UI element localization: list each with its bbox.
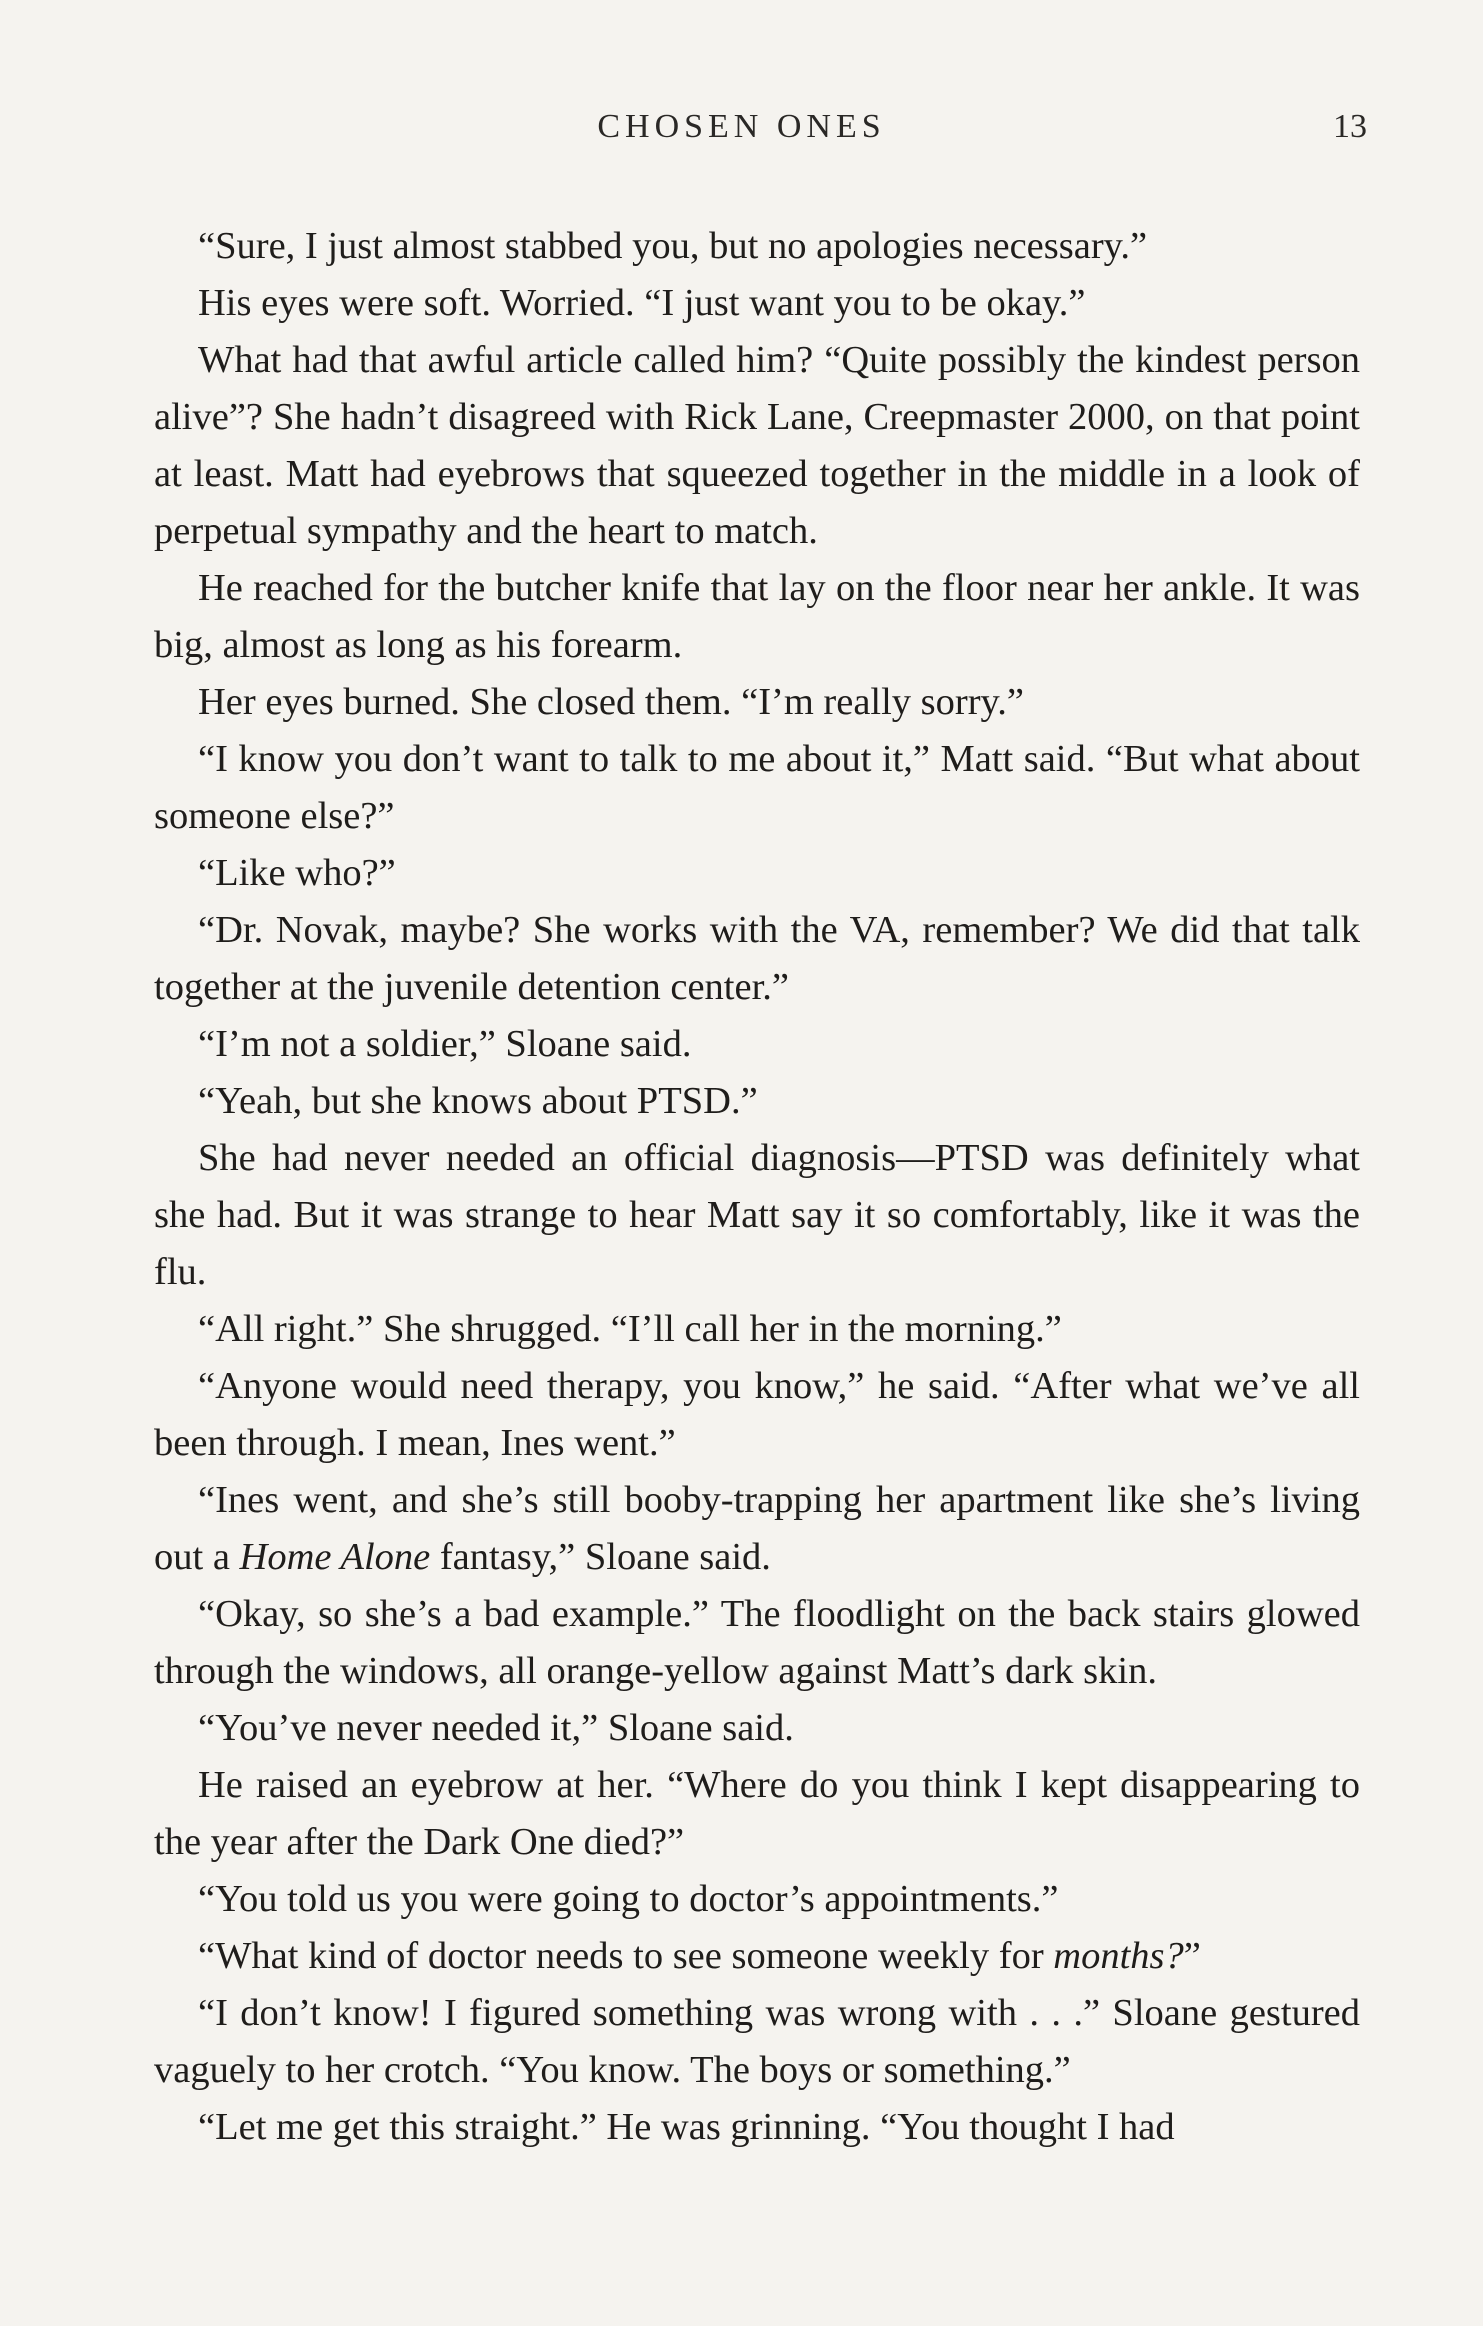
- paragraph: What had that awful article called him? “Quite possibly the kindest person alive”? She hadn’t disagreed with Rick Lane, Creepmaster 2000, on that point at least. Matt had eyebrows that squeezed together in the middle in a look of perpetual sympathy and the heart to match.: [154, 339, 1360, 552]
- paragraph: “Okay, so she’s a bad example.” The floodlight on the back stairs glowed through the windows, all orange-yellow against Matt’s dark skin.: [154, 1593, 1360, 1692]
- paragraph: “I’m not a soldier,” Sloane said.: [198, 1023, 692, 1065]
- italic-emphasis: months?: [1053, 1935, 1184, 1977]
- paragraph: She had never needed an official diagnosis—PTSD was definitely what she had. But it was strange to hear Matt say it so comfortably, like it was the flu.: [154, 1137, 1360, 1293]
- running-title: CHOSEN ONES: [597, 108, 886, 145]
- body-text: [154, 218, 1360, 2156]
- paragraph-text: ”: [1183, 1935, 1201, 1977]
- paragraph: “Anyone would need therapy, you know,” he said. “After what we’ve all been through. I mean, Ines went.”: [154, 1365, 1360, 1464]
- paragraph: He reached for the butcher knife that lay on the floor near her ankle. It was big, almost as long as his forearm.: [154, 567, 1360, 666]
- paragraph: Her eyes burned. She closed them. “I’m really sorry.”: [198, 681, 1025, 723]
- paragraph: “Yeah, but she knows about PTSD.”: [198, 1080, 758, 1122]
- paragraph: His eyes were soft. Worried. “I just want you to be okay.”: [198, 282, 1086, 324]
- paragraph: “Like who?”: [198, 852, 396, 894]
- paragraph: [154, 1928, 1360, 1985]
- paragraph: “You told us you were going to doctor’s appointments.”: [198, 1878, 1059, 1920]
- page-number: 13: [1333, 108, 1367, 145]
- paragraph-text: “What kind of doctor needs to see someone weekly for: [198, 1935, 1054, 1977]
- paragraph: “Dr. Novak, maybe? She works with the VA, remember? We did that talk together at the juvenile detention center.”: [154, 909, 1360, 1008]
- paragraph: “Let me get this straight.” He was grinning. “You thought I had: [198, 2106, 1175, 2148]
- paragraph-text: “Ines went, and she’s still booby-trapping her apartment like she’s living out a: [154, 1479, 1360, 1578]
- paragraph: “Sure, I just almost stabbed you, but no apologies necessary.”: [198, 225, 1148, 267]
- paragraph: “I don’t know! I figured something was wrong with . . .” Sloane gestured vaguely to her crotch. “You know. The boys or something.”: [154, 1992, 1360, 2091]
- paragraph: “You’ve never needed it,” Sloane said.: [198, 1707, 794, 1749]
- paragraph: He raised an eyebrow at her. “Where do you think I kept disappearing to the year after the Dark One died?”: [154, 1764, 1360, 1863]
- running-head: [0, 108, 1483, 158]
- italic-title: Home Alone: [239, 1536, 431, 1578]
- paragraph: “All right.” She shrugged. “I’ll call her in the morning.”: [198, 1308, 1062, 1350]
- paragraph-text: fantasy,” Sloane said.: [430, 1536, 771, 1578]
- paragraph: “I know you don’t want to talk to me about it,” Matt said. “But what about someone else?”: [154, 738, 1360, 837]
- paragraph: [154, 1472, 1360, 1586]
